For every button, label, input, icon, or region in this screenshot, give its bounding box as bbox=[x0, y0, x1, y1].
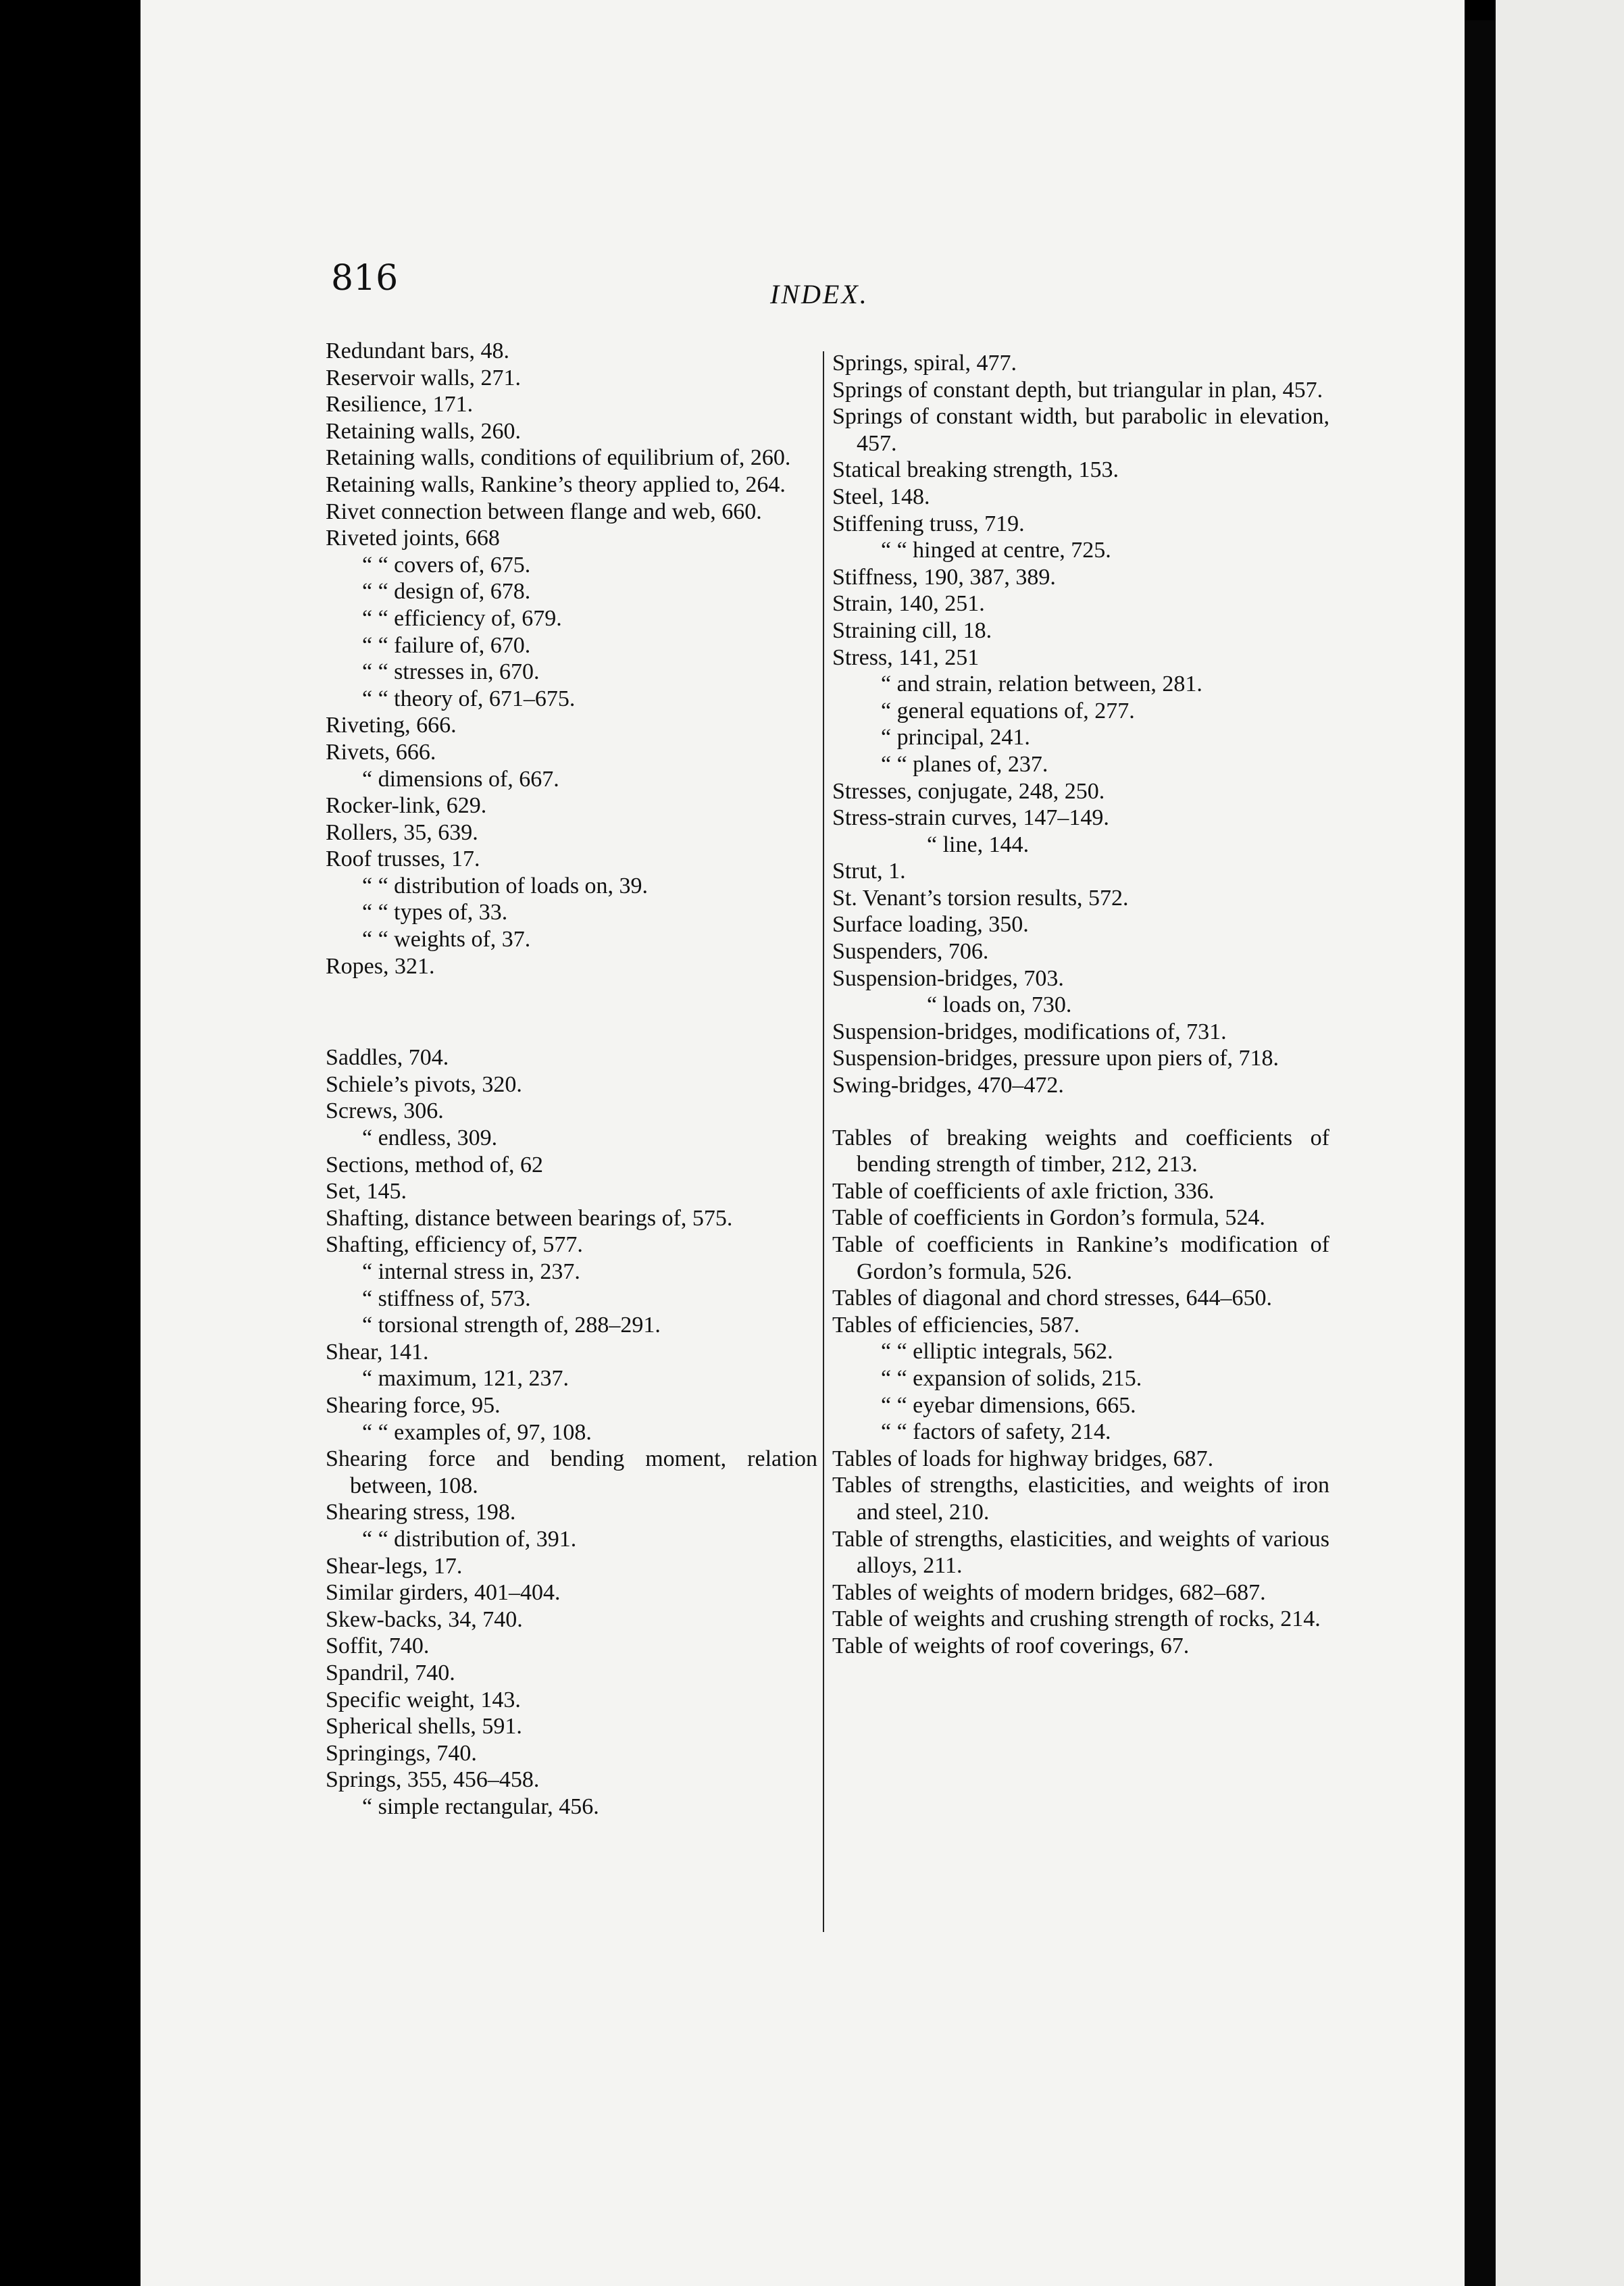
index-entry: Tables of loads for highway bridges, 687. bbox=[832, 1446, 1214, 1471]
index-subentry: “ dimensions of, 667. bbox=[362, 766, 559, 792]
gutter-shadow bbox=[1465, 20, 1496, 2286]
index-subentry: “ “ eyebar dimensions, 665. bbox=[881, 1392, 1136, 1418]
index-entry: Tables of weights of modern bridges, 682–687. bbox=[832, 1579, 1266, 1605]
index-subentry: “ line, 144. bbox=[927, 832, 1030, 857]
index-entry: Tables of diagonal and chord stresses, 644–650. bbox=[832, 1286, 1273, 1311]
index-entry: Stresses, conjugate, 248, 250. bbox=[832, 778, 1105, 804]
index-subentry: “ “ efficiency of, 679. bbox=[362, 605, 562, 631]
index-subentry: “ “ distribution of, 391. bbox=[362, 1526, 577, 1552]
index-entry: Statical breaking strength, 153. bbox=[832, 457, 1119, 483]
index-entry: Strut, 1. bbox=[832, 859, 906, 884]
index-entry: Strain, 140, 251. bbox=[832, 591, 985, 617]
index-entry: Roof trusses, 17. bbox=[326, 846, 480, 872]
index-subentry: “ “ distribution of loads on, 39. bbox=[362, 873, 649, 898]
index-entry: Springs, 355, 456–458. bbox=[326, 1767, 540, 1793]
running-head: INDEX. bbox=[770, 279, 869, 309]
index-entry: Retaining walls, Rankine’s theory applied to, 264. bbox=[326, 472, 786, 497]
index-subentry: “ “ failure of, 670. bbox=[362, 632, 531, 658]
index-entry: Suspension-bridges, pressure upon piers of, 718. bbox=[832, 1046, 1279, 1071]
index-entry: Stiffness, 190, 387, 389. bbox=[832, 564, 1056, 590]
index-column-left bbox=[326, 338, 817, 1820]
index-subentry: “ “ hinged at centre, 725. bbox=[881, 538, 1111, 563]
index-entry: Stress-strain curves, 147–149. bbox=[832, 805, 1109, 831]
index-entry: Springs, spiral, 477. bbox=[832, 351, 1017, 376]
index-entry: Springings, 740. bbox=[326, 1740, 477, 1766]
index-subentry: “ “ types of, 33. bbox=[362, 900, 508, 925]
index-entry: Skew-backs, 34, 740. bbox=[326, 1606, 523, 1632]
index-entry: Riveted joints, 668 bbox=[326, 526, 500, 551]
index-entry: Spandril, 740. bbox=[326, 1660, 455, 1685]
index-subentry: “ “ planes of, 237. bbox=[881, 751, 1048, 777]
index-entry: Rivet connection between flange and web, 660. bbox=[326, 499, 762, 524]
index-entry: Retaining walls, conditions of equilibrium of, 260. bbox=[326, 445, 791, 471]
index-entry: Riveting, 666. bbox=[326, 713, 457, 738]
index-subentry: “ “ examples of, 97, 108. bbox=[362, 1419, 592, 1445]
index-entry: Steel, 148. bbox=[832, 484, 930, 509]
index-entry: Table of weights of roof coverings, 67. bbox=[832, 1633, 1190, 1658]
index-entry: Shear-legs, 17. bbox=[326, 1553, 463, 1579]
index-entry: Shear, 141. bbox=[326, 1339, 429, 1365]
index-subentry: “ stiffness of, 573. bbox=[362, 1286, 531, 1311]
index-entry: Tables of breaking weights and coefficients of bending strength of timber, 212, 213. bbox=[832, 1125, 1329, 1177]
column-rule bbox=[823, 351, 824, 1932]
index-entry: Set, 145. bbox=[326, 1179, 407, 1204]
index-entry: Shafting, distance between bearings of, 575. bbox=[326, 1205, 733, 1231]
index-entry: Reservoir walls, 271. bbox=[326, 365, 521, 390]
index-entry: Shearing force and bending moment, relation between, 108. bbox=[326, 1446, 817, 1498]
facing-page-edge bbox=[1496, 0, 1624, 2286]
index-entry: Rollers, 35, 639. bbox=[326, 819, 478, 845]
index-entry: Stress, 141, 251 bbox=[832, 644, 980, 670]
index-entry: Specific weight, 143. bbox=[326, 1687, 521, 1712]
index-subentry: “ “ elliptic integrals, 562. bbox=[881, 1339, 1113, 1365]
index-entry: Springs of constant depth, but triangular in plan, 457. bbox=[832, 377, 1323, 403]
index-entry: Rivets, 666. bbox=[326, 739, 436, 765]
index-subentry: “ general equations of, 277. bbox=[881, 698, 1135, 723]
index-entry: Schiele’s pivots, 320. bbox=[326, 1071, 522, 1097]
index-entry: Shearing stress, 198. bbox=[326, 1500, 516, 1525]
index-entry: Straining cill, 18. bbox=[832, 617, 992, 643]
index-subentry: “ “ covers of, 675. bbox=[362, 552, 531, 578]
index-subentry: “ endless, 309. bbox=[362, 1125, 498, 1151]
index-entry: Springs of constant width, but parabolic in elevation, 457. bbox=[832, 404, 1329, 456]
index-entry: Redundant bars, 48. bbox=[326, 338, 509, 363]
index-entry: Shearing force, 95. bbox=[326, 1392, 501, 1418]
index-subentry: “ principal, 241. bbox=[881, 725, 1030, 751]
index-subentry: “ maximum, 121, 237. bbox=[362, 1366, 569, 1392]
index-entry: Suspension-bridges, 703. bbox=[832, 965, 1064, 991]
index-entry: Sections, method of, 62 bbox=[326, 1152, 544, 1177]
index-subentry: “ “ weights of, 37. bbox=[362, 927, 531, 952]
index-entry: Surface loading, 350. bbox=[832, 912, 1029, 938]
index-subentry: “ “ design of, 678. bbox=[362, 579, 531, 605]
index-subentry: “ loads on, 730. bbox=[927, 992, 1072, 1018]
index-entry: Ropes, 321. bbox=[326, 953, 435, 979]
index-entry: Table of coefficients of axle friction, 336. bbox=[832, 1178, 1215, 1204]
index-entry: Soffit, 740. bbox=[326, 1633, 430, 1659]
index-entry: Table of coefficients in Gordon’s formula, 524. bbox=[832, 1205, 1265, 1231]
index-entry: Saddles, 704. bbox=[326, 1045, 449, 1071]
index-entry: Suspension-bridges, modifications of, 731. bbox=[832, 1019, 1227, 1044]
index-subentry: “ and strain, relation between, 281. bbox=[881, 671, 1202, 697]
page-number: 816 bbox=[331, 258, 399, 299]
index-entry: Table of coefficients in Rankine’s modification of Gordon’s formula, 526. bbox=[832, 1232, 1329, 1284]
index-entry: Tables of efficiencies, 587. bbox=[832, 1312, 1080, 1338]
index-entry: Spherical shells, 591. bbox=[326, 1714, 522, 1739]
index-subentry: “ “ stresses in, 670. bbox=[362, 659, 540, 685]
index-entry: Resilience, 171. bbox=[326, 392, 474, 417]
index-entry: Table of strengths, elasticities, and weights of various alloys, 211. bbox=[832, 1526, 1329, 1579]
index-entry: Rocker-link, 629. bbox=[326, 793, 487, 819]
index-subentry: “ “ theory of, 671–675. bbox=[362, 686, 576, 711]
index-subentry: “ simple rectangular, 456. bbox=[362, 1794, 599, 1819]
index-subentry: “ “ factors of safety, 214. bbox=[881, 1419, 1111, 1445]
index-entry: Screws, 306. bbox=[326, 1098, 444, 1124]
index-subentry: “ internal stress in, 237. bbox=[362, 1259, 580, 1284]
index-entry: Table of weights and crushing strength of rocks, 214. bbox=[832, 1606, 1321, 1632]
index-column-right bbox=[832, 350, 1329, 1660]
index-entry: Swing-bridges, 470–472. bbox=[832, 1073, 1064, 1098]
index-entry: Stiffening truss, 719. bbox=[832, 511, 1025, 536]
index-subentry: “ torsional strength of, 288–291. bbox=[362, 1313, 661, 1338]
index-entry: St. Venant’s torsion results, 572. bbox=[832, 885, 1129, 911]
index-entry: Shafting, efficiency of, 577. bbox=[326, 1232, 583, 1258]
index-entry: Tables of strengths, elasticities, and weights of iron and steel, 210. bbox=[832, 1473, 1329, 1525]
index-entry: Suspenders, 706. bbox=[832, 939, 989, 965]
index-entry: Similar girders, 401–404. bbox=[326, 1580, 561, 1606]
index-subentry: “ “ expansion of solids, 215. bbox=[881, 1365, 1142, 1391]
index-entry: Retaining walls, 260. bbox=[326, 418, 521, 444]
